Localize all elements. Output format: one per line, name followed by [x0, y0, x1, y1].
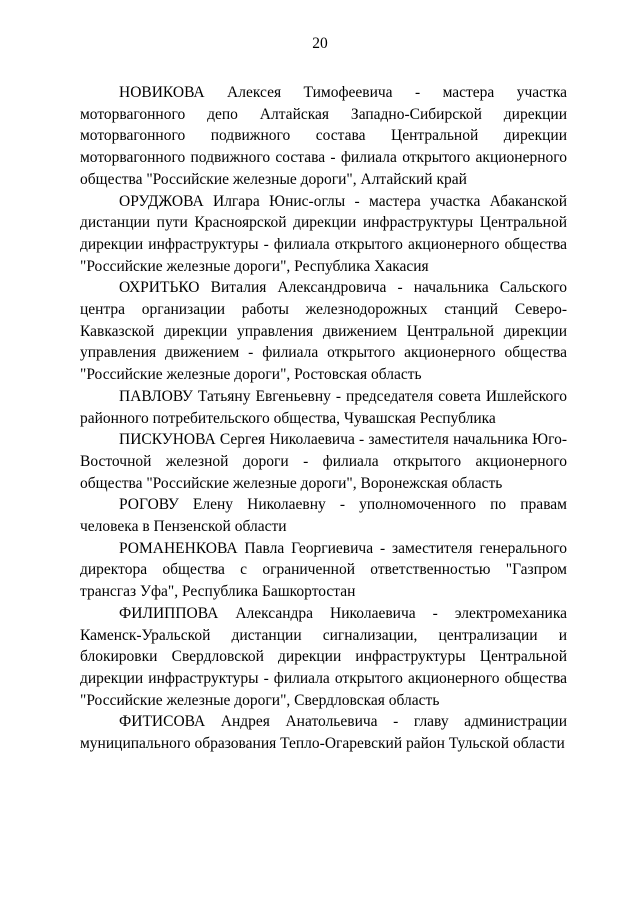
award-entry-romanenkov: РОМАНЕНКОВА Павла Георгиевича - заместителя генерального директора общества с ограниченной ответственностью "Газпром трансгаз Уфа", Республика Башкортостан — [80, 539, 567, 601]
award-entry-filippov: ФИЛИППОВА Александра Николаевича - электромеханика Каменск-Уральской дистанции сигнализации, централизации и блокировки Свердловской дирекции инфраструктуры Центральной дирекции инфраструктуры - филиала открытого акционерного общества "Российские железные дороги", Свердловская область — [80, 604, 567, 709]
award-entry-piskunov: ПИСКУНОВА Сергея Николаевича - заместителя начальника Юго-Восточной железной дороги - филиала открытого акционерного общества "Российские железные дороги", Воронежская область — [80, 431, 567, 492]
page-number: 20 — [312, 35, 328, 52]
award-entry-orudzhov: ОРУДЖОВА Илгара Юнис-оглы - мастера участка Абаканской дистанции пути Красноярской дирекции инфраструктуры Центральной дирекции инфраструктуры - филиала открытого акционерного общества "Российские железные дороги", Республика Хакасия — [80, 192, 567, 275]
award-entry-novikov: НОВИКОВА Алексея Тимофеевича - мастера участка моторвагонного депо Алтайская Западно-Сибирской дирекции моторвагонного подвижного состава Центральной дирекции моторвагонного подвижного состава - филиала открытого акционерного общества "Российские железные дороги", Алтайский край — [80, 84, 567, 188]
award-entry-pavlova: ПАВЛОВУ Татьяну Евгеньевну - председателя совета Ишлейского районного потребительского общества, Чувашская Республика — [80, 387, 567, 427]
award-entry-rogova: РОГОВУ Елену Николаевну - уполномоченного по правам человека в Пензенской области — [80, 496, 567, 536]
award-entry-okhritko: ОХРИТЬКО Виталия Александровича - начальника Сальского центра организации работы железнодорожных станций Северо-Кавказской дирекции управления движением Центральной дирекции управления движением - филиала открытого акционерного общества "Российские железные дороги", Ростовская область — [80, 279, 567, 384]
award-list — [80, 82, 567, 755]
award-entry-fitisov: ФИТИСОВА Андрея Анатольевича - главу администрации муниципального образования Тепло-Огаревский район Тульской области — [80, 713, 567, 753]
